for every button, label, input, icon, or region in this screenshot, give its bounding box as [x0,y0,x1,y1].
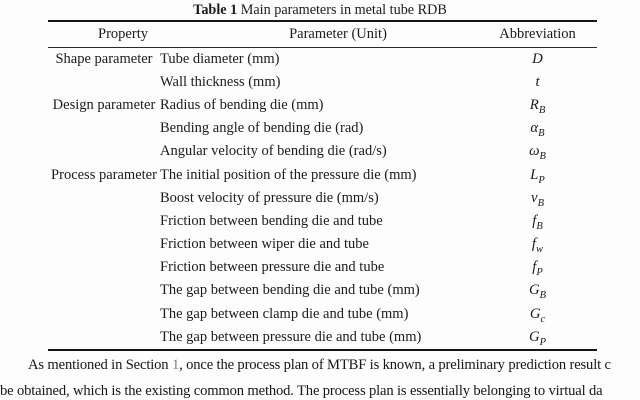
abbreviation-cell [478,74,597,91]
parameter-cell: Wall thickness (mm) [160,73,281,90]
abbr-symbol: v [531,189,538,206]
abbr-subscript: P [539,336,547,348]
abbreviation-cell [478,213,597,230]
paragraph-line-2: be obtained, which is the existing common method. The process plan is essentially belonging to virtual da [0,382,603,399]
table-caption [0,2,640,19]
abbr-symbol: t [535,73,540,90]
abbr-subscript: B [539,290,547,302]
abbr-subscript: B [539,151,546,163]
parameter-cell: Tube diameter (mm) [160,50,280,67]
parameter-cell: The gap between bending die and tube (mm) [160,282,420,299]
table-row [48,48,597,71]
property-cell: Shape parameter [55,50,153,67]
abbr-symbol: f [531,236,537,253]
parameter-cell: The gap between clamp die and tube (mm) [160,305,409,322]
parameter-cell: Bending angle of bending die (rad) [160,120,364,137]
abbr-subscript: w [536,244,544,256]
abbr-subscript: c [540,313,546,325]
table-row [48,233,597,256]
header-abbreviation: Abbreviation [499,25,576,42]
abbreviation-cell [478,167,597,184]
paragraph-line-1 [0,353,640,379]
header-parameter: Parameter (Unit) [289,25,387,42]
table-row [48,303,597,326]
abbr-subscript: P [538,174,545,186]
abbr-symbol: D [532,50,543,67]
table-row [48,71,597,94]
abbreviation-cell [478,236,597,256]
parameter-cell: Boost velocity of pressure die (mm/s) [160,189,379,206]
abbr-symbol: α [530,120,539,137]
abbreviation-cell [478,190,597,207]
parameter-cell: Friction between pressure die and tube [160,259,385,276]
table-row [48,94,597,117]
abbreviation-cell [478,306,597,323]
table-row [48,117,597,140]
table-row [48,256,597,279]
abbreviation-cell [478,282,597,302]
abbreviation-cell [478,329,597,346]
parameter-cell: Friction between wiper die and tube [160,236,369,253]
abbr-subscript: B [537,197,544,209]
abbr-symbol: f [532,259,537,276]
property-cell: Process parameter [51,166,157,183]
abbreviation-cell [478,51,597,68]
parameter-cell: Radius of bending die (mm) [160,96,324,113]
abbr-symbol: G [529,305,541,322]
header-property: Property [98,25,148,42]
table-row [48,326,597,349]
abbreviation-cell [478,97,597,114]
abbreviation-cell [478,120,597,140]
parameter-cell: The gap between pressure die and tube (mm) [160,328,422,345]
abbr-subscript: B [536,220,543,232]
abbr-symbol: G [528,282,540,299]
section-1-link[interactable]: 1 [171,357,180,373]
table-bottom-rule [48,349,597,351]
abbreviation-cell [478,143,597,163]
property-cell: Design parameter [52,96,156,113]
abbr-subscript: B [538,104,546,116]
parameters-table [48,20,597,351]
abbr-symbol: R [529,96,539,113]
body-paragraph [0,353,640,400]
abbr-symbol: ω [529,143,540,160]
parameter-cell: The initial position of the pressure die (mm) [160,166,417,183]
abbr-symbol: L [530,166,539,183]
table-row [48,279,597,302]
table-row [48,163,597,186]
table-row [48,140,597,163]
paragraph-text: As mentioned in Section [28,357,172,373]
table-caption-text: Main parameters in metal tube RDB [240,2,447,18]
abbr-symbol: G [528,328,540,345]
abbr-subscript: P [536,267,543,279]
abbr-subscript: B [538,128,545,140]
abbr-symbol: f [532,212,537,229]
paragraph-text: , once the process plan of MTBF is known, a preliminary prediction result c [179,357,611,373]
table-row [48,210,597,233]
parameter-cell: Friction between bending die and tube [160,212,383,229]
abbreviation-cell [478,259,597,279]
table-caption-label: Table 1 [193,2,238,18]
table-header-row [48,22,597,47]
table-row [48,187,597,210]
parameter-cell: Angular velocity of bending die (rad/s) [160,143,387,160]
